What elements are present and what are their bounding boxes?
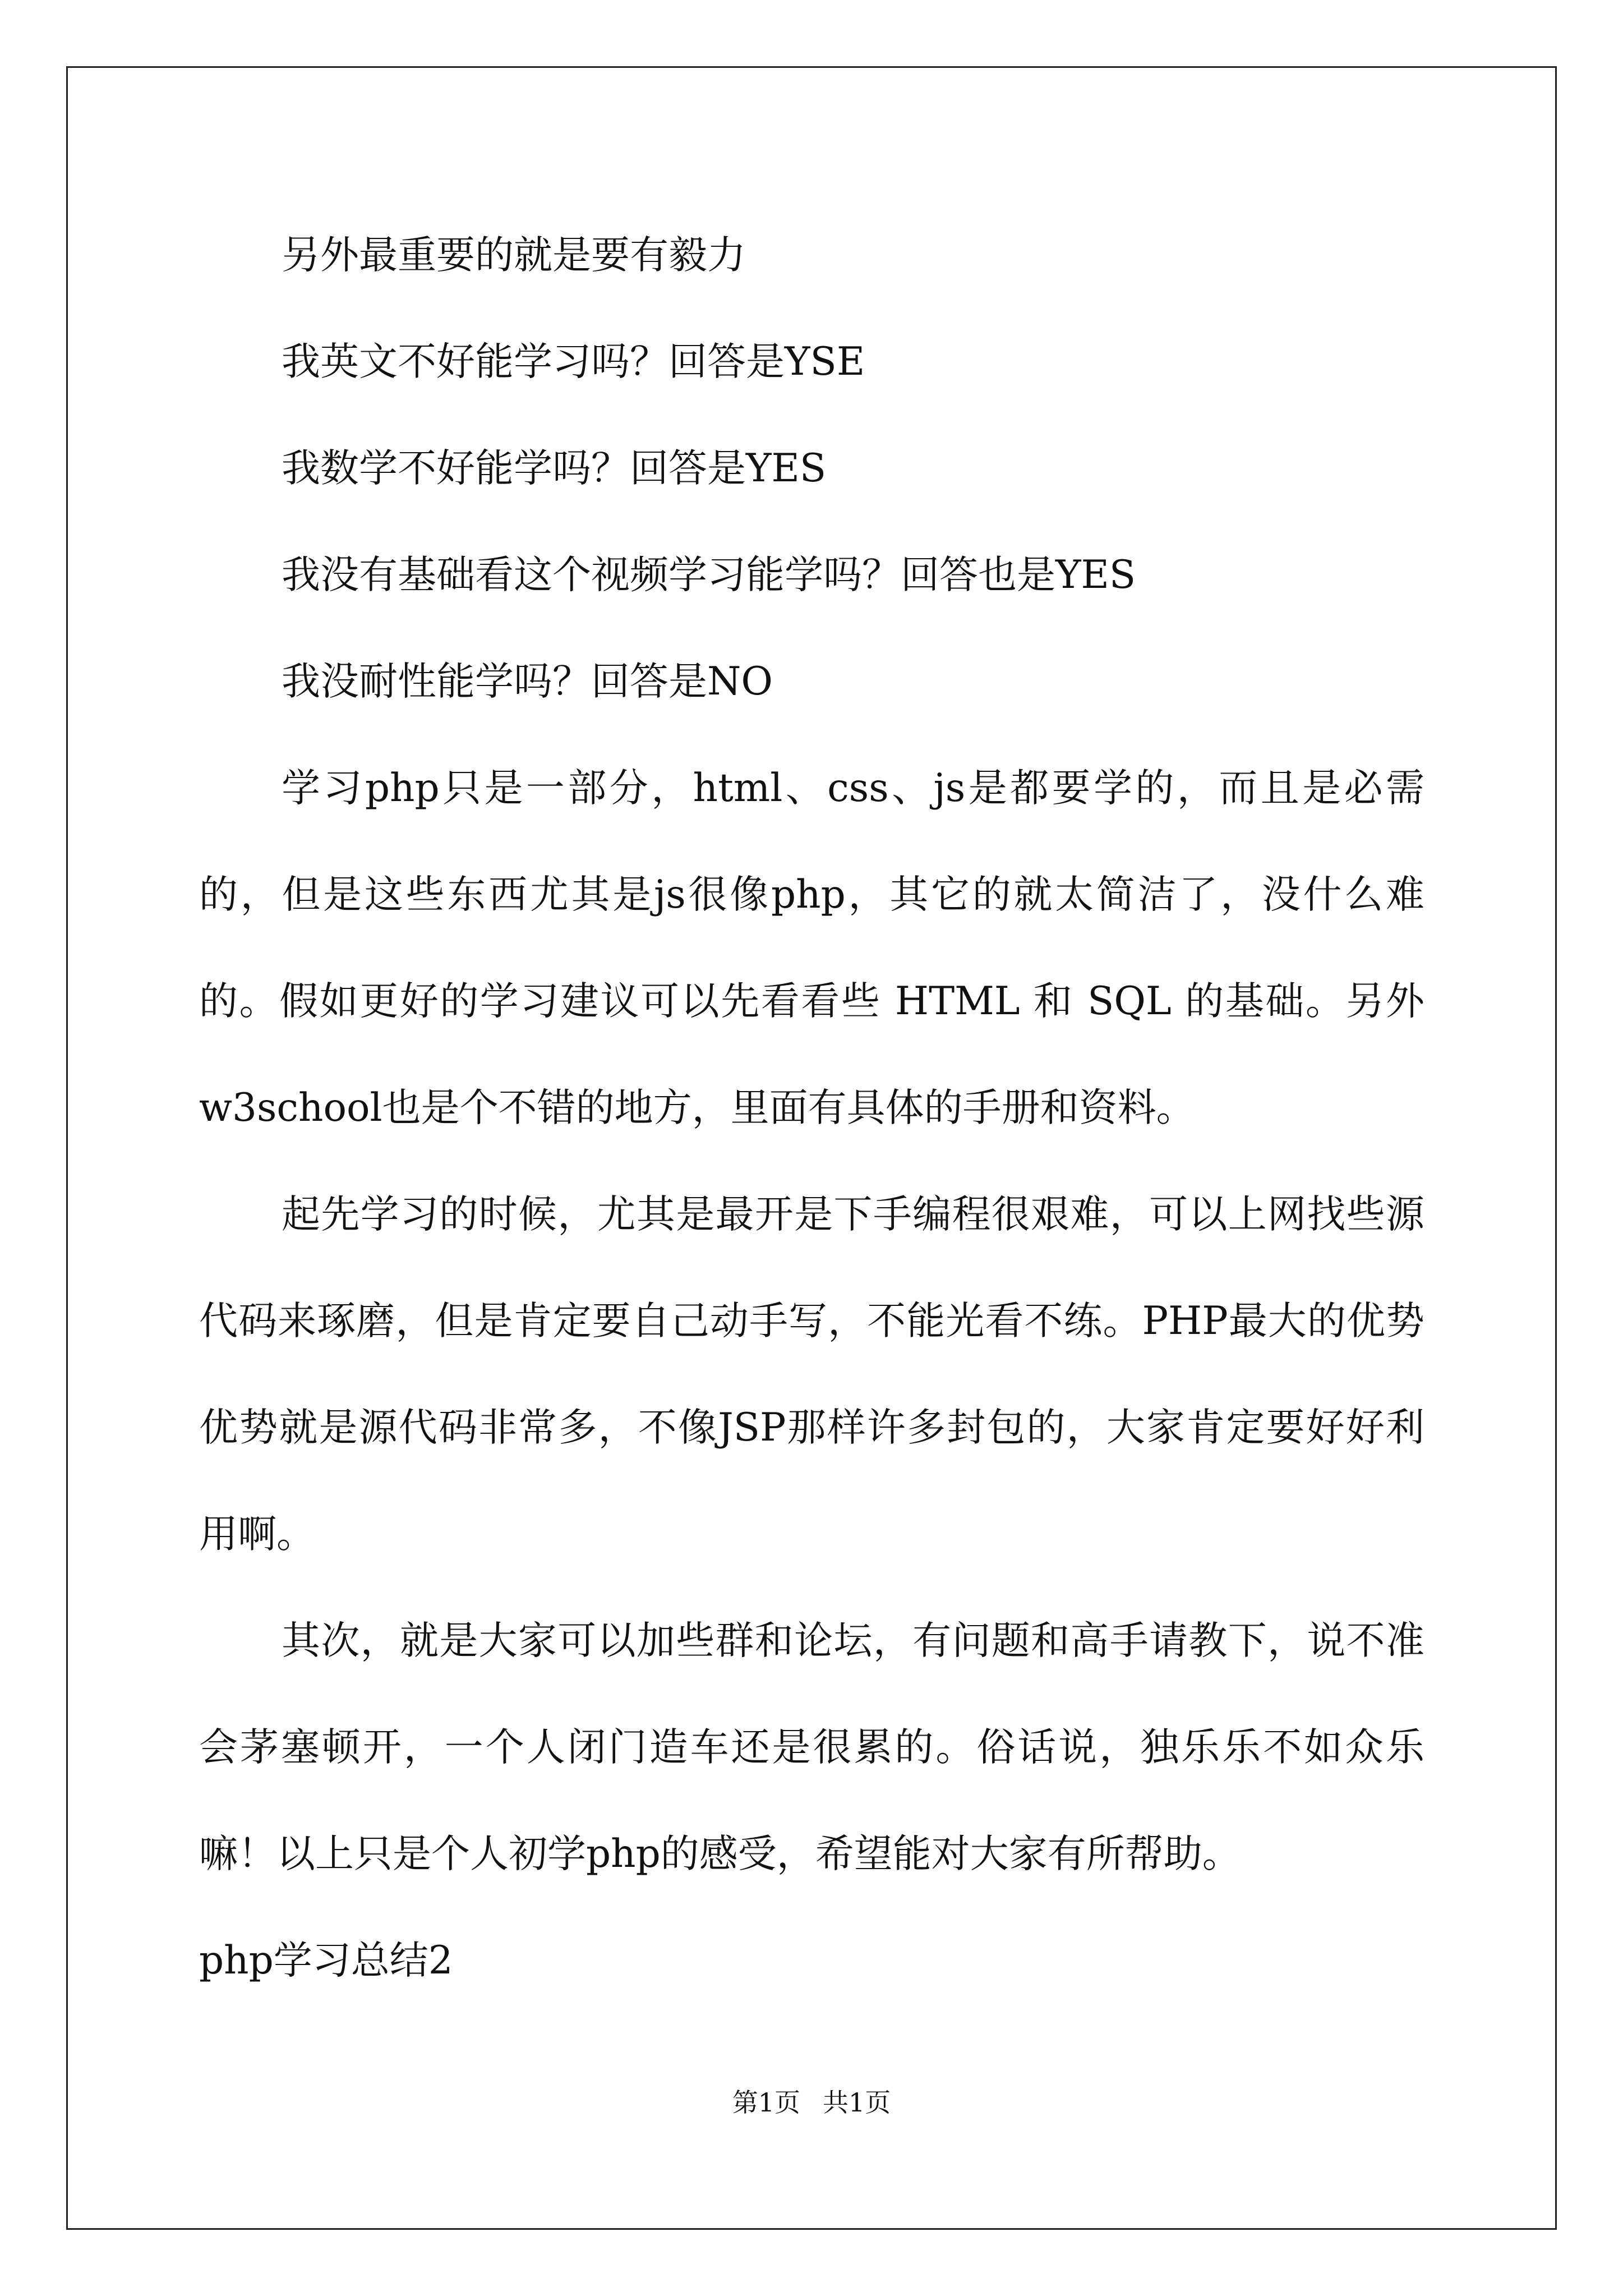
section-heading: php学习总结2 xyxy=(199,1938,453,1983)
paragraph: 我英文不好能学习吗？回答是YSE xyxy=(282,339,865,384)
paragraph: 其次，就是大家可以加些群和论坛，有问题和高手请教下，说不准会茅塞顿开，一个人闭门造车还是很累的。俗话说，独乐乐不如众乐嘛！以上只是个人初学php的感受，希望能对大家有所帮助。 xyxy=(199,1618,1424,1876)
paragraph: 我数学不好能学吗？回答是YES xyxy=(282,446,827,491)
paragraph: 另外最重要的就是要有毅力 xyxy=(282,233,746,278)
paragraph: 学习php只是一部分，html、css、js是都要学的，而且是必需的，但是这些东西尤其是js很像php，其它的就太简洁了，没什么难的。假如更好的学习建议可以先看看些 HTML 和 SQL 的基础。另外w3school也是个不错的地方，里面有具体的手册和资料。 xyxy=(199,766,1424,1130)
paragraph: 起先学习的时候，尤其是最开是下手编程很艰难，可以上网找些源代码来琢磨，但是肯定要自己动手写，不能光看不练。PHP最大的优势优势就是源代码非常多，不像JSP那样许多封包的，大家肯定要好好利用啊。 xyxy=(199,1192,1424,1557)
page-footer xyxy=(0,2086,1623,2119)
document-body xyxy=(199,202,1424,2014)
page-total: 共1页 xyxy=(823,2087,891,2118)
paragraph: 我没有基础看这个视频学习能学吗？回答也是YES xyxy=(282,553,1136,597)
page-number: 第1页 xyxy=(732,2087,800,2118)
paragraph: 我没耐性能学吗？回答是NO xyxy=(282,659,773,704)
